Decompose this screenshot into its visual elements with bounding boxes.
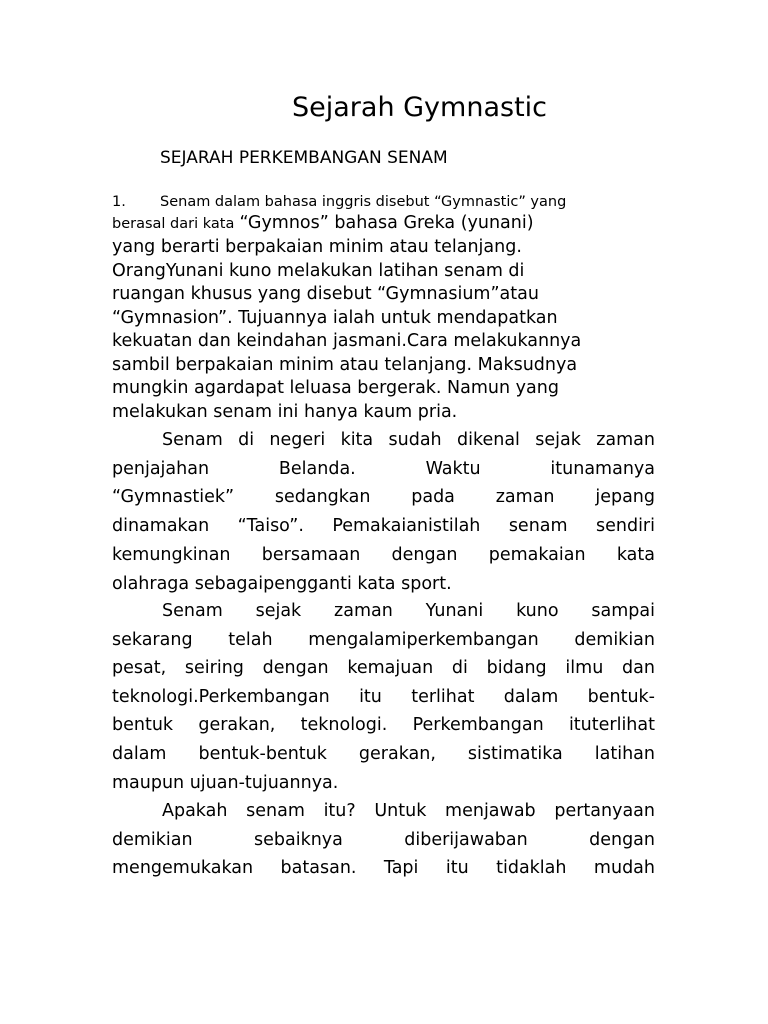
paragraph-line: Apakah senam itu? Untuk menjawab pertanyaan [162,801,655,821]
list-item-text: Senam dalam bahasa inggris disebut “Gymnastic” yang [160,194,567,210]
paragraph-line: dalam bentuk-bentuk gerakan, sistimatika latihan [112,744,655,764]
paragraph-line: sekarang telah mengalamiperkembangan demikian [112,629,655,650]
list-item-line-1 [112,191,655,213]
paragraph-line: pesat, seiring dengan kemajuan di bidang ilmu dan [112,658,655,679]
paragraph-line: teknologi.Perkembangan itu terlihat dalam bentuk- [112,686,655,707]
page-title: Sejarah Gymnastic [292,92,547,123]
paragraph-line: sambil berpakaian minim atau telanjang. Maksudnya [112,354,578,375]
paragraph-line: yang berarti berpakaian minim atau telanjang. [112,237,522,257]
paragraph-line: demikian sebaiknya diberijawaban dengan [112,829,655,850]
paragraph-line: kekuatan dan keindahan jasmani.Cara melakukannya [112,331,582,351]
paragraph-line: olahraga sebagaipengganti kata sport. [112,573,452,594]
paragraph-line: mengemukakan batasan. Tapi itu tidaklah mudah [112,858,655,879]
paragraph-line: ruangan khusus yang disebut “Gymnasium”atau [112,284,539,304]
list-item-text-small: berasal dari kata [112,216,235,232]
paragraph-line: dinamakan “Taiso”. Pemakaianistilah senam sendiri [112,516,655,537]
paragraph-line: mungkin agardapat leluasa bergerak. Namun yang [112,378,559,398]
paragraph-line: “Gymnasion”. Tujuannya ialah untuk mendapatkan [112,307,558,328]
paragraph-line: maupun ujuan-tujuannya. [112,772,339,793]
list-item-line-2 [112,212,655,235]
paragraph-line: melakukan senam ini hanya kaum pria. [112,401,458,422]
paragraph-line: Senam di negeri kita sudah dikenal sejak zaman [162,430,655,450]
section-heading: SEJARAH PERKEMBANGAN SENAM [160,148,448,168]
paragraph-line: bentuk gerakan, teknologi. Perkembangan ituterlihat [112,715,655,736]
paragraph-line: Senam sejak zaman Yunani kuno sampai [162,601,655,621]
paragraph-line: kemungkinan bersamaan dengan pemakaian kata [112,544,655,565]
paragraph-line: OrangYunani kuno melakukan latihan senam di [112,260,525,281]
list-item-number: 1. [112,194,126,210]
list-item-text-big: “Gymnos” bahasa Greka (yunani) [239,213,534,233]
paragraph-line: penjajahan Belanda. Waktu itunamanya [112,458,655,479]
paragraph-line: “Gymnastiek” sedangkan pada zaman jepang [112,487,655,508]
